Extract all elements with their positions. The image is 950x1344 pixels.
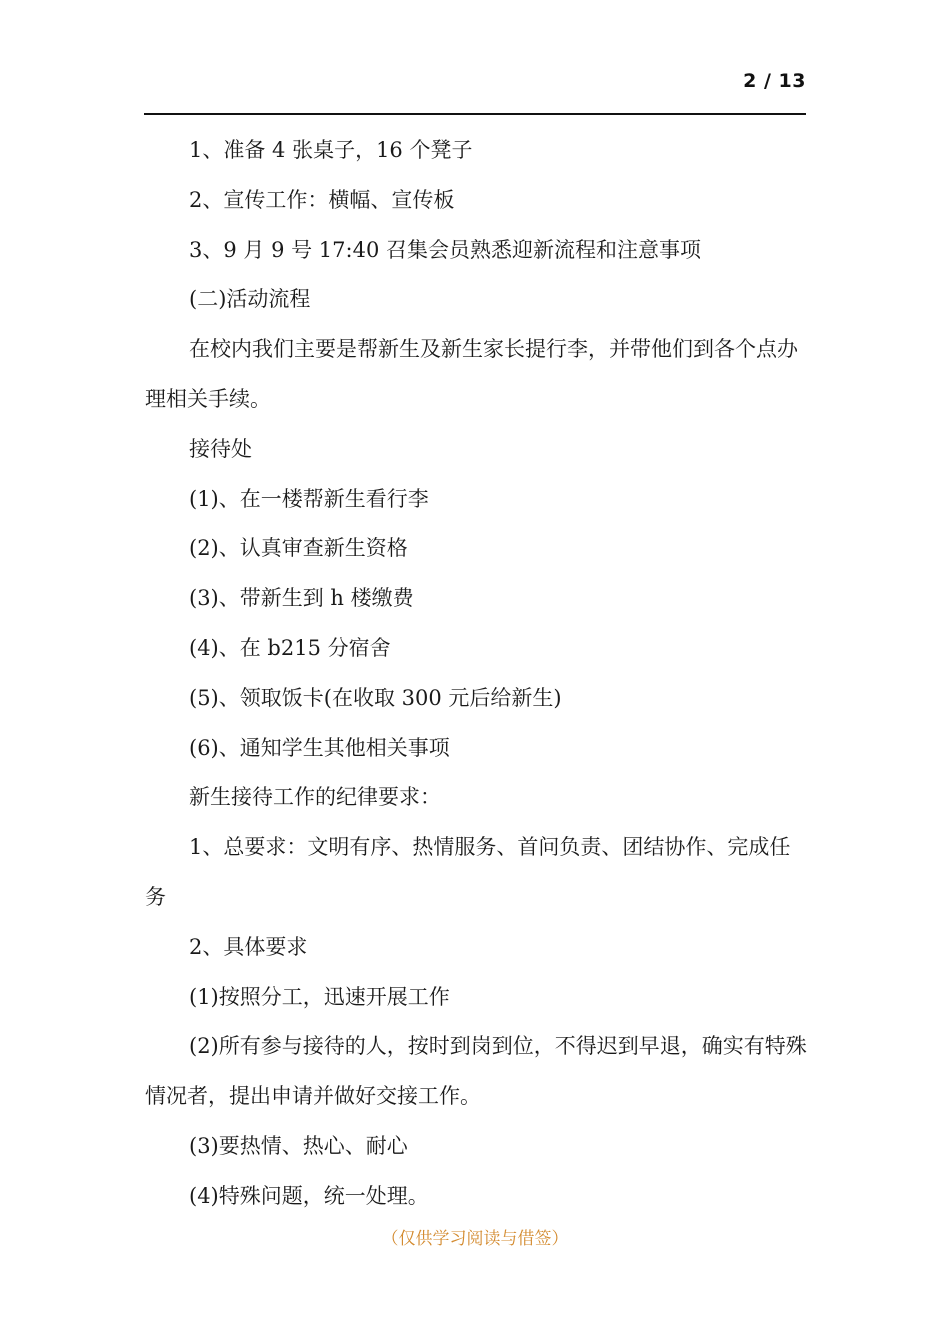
section-heading-reception: 接待处 — [189, 436, 252, 461]
paragraph-member-meeting: 3、9 月 9 号 17:40 召集会员熟悉迎新流程和注意事项 — [189, 237, 701, 262]
list-item-luggage: (1)、在一楼帮新生看行李 — [189, 486, 429, 511]
footer-note: （仅供学习阅读与借签） — [381, 1229, 569, 1249]
list-item-division: (1)按照分工，迅速开展工作 — [189, 984, 450, 1009]
list-item-attitude: (3)要热情、热心、耐心 — [189, 1133, 408, 1158]
section-heading-discipline: 新生接待工作的纪律要求： — [189, 785, 441, 810]
list-item-dormitory: (4)、在 b215 分宿舍 — [189, 635, 391, 660]
document-body — [145, 126, 807, 1222]
paragraph-publicity: 2、宣传工作：横幅、宣传板 — [189, 187, 455, 212]
section-heading-activity-flow: (二)活动流程 — [189, 287, 311, 312]
page-number: 2 / 13 — [743, 70, 806, 92]
list-item-qualification: (2)、认真审查新生资格 — [189, 536, 408, 561]
header-divider — [144, 113, 806, 115]
section-heading-specific: 2、具体要求 — [189, 934, 308, 959]
list-item-notify: (6)、通知学生其他相关事项 — [189, 735, 450, 760]
paragraph-campus-help: 在校内我们主要是帮新生及新生家长提行李，并带他们到各个点办理相关手续。 — [145, 337, 798, 411]
list-item-payment: (3)、带新生到 h 楼缴费 — [189, 586, 414, 611]
list-item-special-issues: (4)特殊问题，统一处理。 — [189, 1183, 429, 1208]
list-item-punctuality: (2)所有参与接待的人，按时到岗到位，不得迟到早退，确实有特殊情况者，提出申请并做好交接工作。 — [145, 1034, 807, 1109]
paragraph-general-requirement: 1、总要求：文明有序、热情服务、首问负责、团结协作、完成任务 — [145, 835, 791, 909]
list-item-meal-card: (5)、领取饭卡(在收取 300 元后给新生) — [189, 685, 562, 710]
paragraph-prep-tables: 1、准备 4 张桌子，16 个凳子 — [189, 138, 473, 162]
